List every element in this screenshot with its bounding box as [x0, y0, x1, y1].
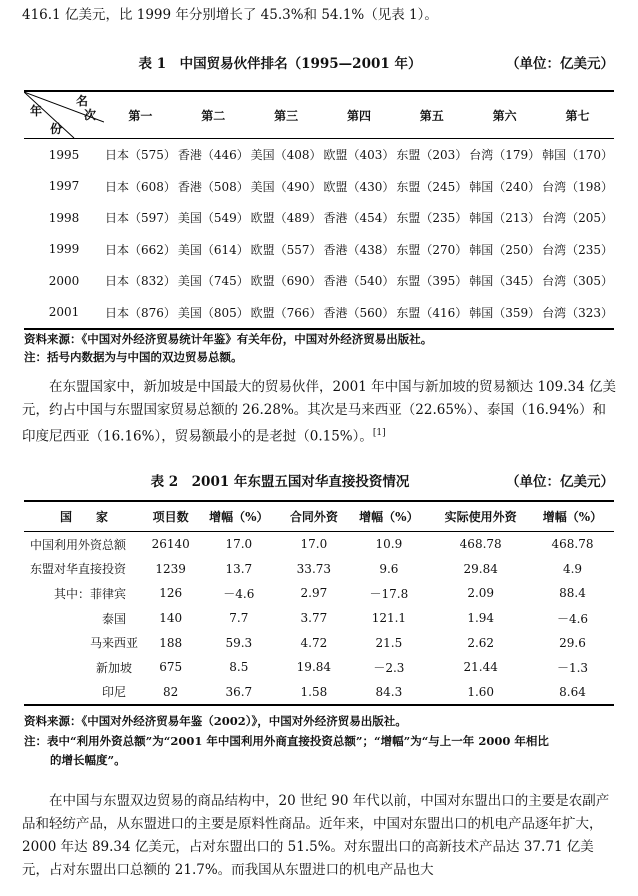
table-cell: 欧盟（766） — [250, 297, 323, 330]
table1-title: 表 1 中国贸易伙伴排名（1995—2001 年） — [138, 56, 422, 72]
table-cell: 日本（832） — [104, 274, 176, 289]
table2-header: 项目数 — [144, 501, 197, 532]
table2-row — [24, 532, 614, 557]
table-cell: 美国（549） — [177, 211, 249, 226]
table2-row — [24, 606, 614, 631]
table-cell: 468.78 — [459, 537, 502, 552]
corner-fen: 份 — [50, 122, 63, 136]
table-cell: 126 — [159, 586, 183, 601]
corner-ci: 次 — [84, 108, 97, 122]
table-cell: 4.72 — [300, 635, 328, 650]
table-cell: 17.0 — [300, 537, 328, 552]
table-cell: 美国（614） — [177, 242, 249, 257]
year-cell: 2001 — [24, 297, 104, 330]
table-cell: 3.77 — [300, 611, 328, 626]
table-cell: 台湾（235） — [542, 242, 613, 257]
table-cell: 29.84 — [463, 561, 498, 576]
table2-header: 国 家 — [24, 501, 144, 532]
table2-unit: （单位：亿美元） — [506, 474, 614, 490]
table-cell: －1.3 — [556, 660, 589, 675]
year-cell: 2000 — [48, 273, 80, 288]
table-cell: 2.09 — [467, 586, 495, 601]
table2-title: 表 2 2001 年东盟五国对华直接投资情况 — [150, 474, 410, 490]
table-cell: 东盟（245） — [396, 179, 468, 194]
table-cell: －17.8 — [369, 586, 409, 601]
table2-header-row — [24, 501, 614, 532]
table-cell: 26140 — [151, 537, 190, 552]
table-cell: －2.3 — [373, 660, 405, 675]
table-cell: 17.0 — [225, 537, 253, 552]
table-cell: 日本（662） — [104, 242, 176, 257]
country-cell: 中国利用外资总额 — [30, 537, 127, 552]
table-cell: 台湾（198） — [542, 179, 613, 194]
table-cell: 韩国（359） — [468, 297, 541, 330]
table-cell: 东盟（270） — [396, 242, 468, 257]
table1-note: 注：括号内数据为与中国的双边贸易总额。 — [24, 350, 243, 364]
table-cell: 东盟（416） — [395, 297, 468, 330]
table1-header-row — [24, 91, 614, 139]
table-cell: 4.9 — [562, 561, 583, 576]
table1-header: 第七 — [565, 108, 590, 123]
table-cell: 88.4 — [559, 586, 586, 601]
table-cell: 东盟（203） — [396, 148, 468, 163]
table2-row — [24, 557, 614, 582]
table-cell: 13.7 — [225, 561, 253, 576]
table-cell: 1.94 — [467, 611, 495, 626]
table-cell: 台湾（179） — [469, 148, 541, 163]
table1-header: 第一 — [128, 108, 153, 123]
table-cell: 2.97 — [300, 586, 328, 601]
table2-note-line2: 的增长幅度”。 — [50, 753, 126, 767]
table1-row — [24, 139, 614, 171]
country-cell: 马来西亚 — [90, 636, 139, 651]
footnote-ref: [1] — [372, 428, 386, 438]
table-cell: 7.7 — [229, 611, 249, 626]
table-cell: 欧盟（403） — [323, 148, 395, 163]
table-cell: 韩国（250） — [469, 242, 541, 257]
table-cell: 东盟（395） — [396, 274, 468, 289]
table-cell: 36.7 — [197, 680, 280, 706]
table-cell: 19.84 — [296, 660, 332, 675]
table-cell: 日本（876） — [104, 297, 177, 330]
table2-source: 资料来源：《中国对外经济贸易年鉴（2002）》，中国对外经济贸易出版社。 — [24, 714, 407, 728]
table-cell: 日本（597） — [104, 211, 176, 226]
table2-header: 增幅（%） — [531, 501, 614, 532]
table1-source: 资料来源：《中国对外经济贸易统计年鉴》有关年份，中国对外经济贸易出版社。 — [24, 332, 433, 346]
top-line: 416.1 亿美元，比 1999 年分别增长了 45.3%和 54.1%（见表 1）。 — [22, 7, 438, 23]
table-cell: 香港（560） — [323, 297, 396, 330]
table-cell: 9.6 — [379, 561, 399, 576]
table-cell: 2.62 — [467, 635, 495, 650]
table-cell: 台湾（323） — [541, 297, 614, 330]
table-cell: 188 — [159, 635, 183, 650]
corner-ming: 名 — [76, 94, 89, 108]
table1-row — [24, 297, 614, 330]
table1-header: 第二 — [201, 108, 226, 123]
para3: 在中国与东盟双边贸易的商品结构中，20 世纪 90 年代以前，中国对东盟出口的主要是农副产品和轻纺产品，从东盟进口的主要是原料性商品。近年来，中国对东盟出口的机电产品逐年扩大，2000 年达 89.34 亿美元，占对东盟出口的 51.5%。对东盟出口的高新技术产品达 37.71 亿美元，占对东盟出口总额的 21.7%。而我国从东盟进口的机电产品也大 — [22, 793, 610, 878]
table-cell: 欧盟（489） — [250, 211, 322, 226]
table-cell: 香港（438） — [323, 242, 395, 257]
table1 — [24, 90, 614, 330]
table1-corner-cell — [24, 91, 104, 139]
table-cell: 韩国（345） — [469, 274, 541, 289]
table2 — [24, 500, 614, 706]
table-cell: 韩国（213） — [469, 211, 541, 226]
table1-header: 第六 — [492, 108, 517, 123]
table-cell: 140 — [159, 611, 183, 626]
table-cell: 欧盟（690） — [250, 274, 322, 289]
table2-row — [24, 655, 614, 680]
country-cell: 其中：菲律宾 — [54, 586, 127, 601]
table1-row — [24, 234, 614, 266]
table-cell: 美国（490） — [250, 179, 322, 194]
year-cell: 1997 — [48, 179, 80, 194]
table-cell: 香港（508） — [177, 179, 249, 194]
table-cell: 日本（608） — [104, 179, 176, 194]
table1-header: 第三 — [274, 108, 299, 123]
country-cell: 泰国 — [102, 611, 127, 626]
table-cell: 21.44 — [463, 660, 498, 675]
country-cell: 东盟对华直接投资 — [30, 562, 127, 577]
year-cell: 1995 — [48, 147, 80, 162]
table-cell: 韩国（240） — [469, 179, 541, 194]
table-cell: 香港（454） — [323, 211, 395, 226]
table-cell: 美国（408） — [250, 148, 322, 163]
table-cell: 8.5 — [229, 660, 249, 675]
table-cell: 1.58 — [280, 680, 347, 706]
table1-row — [24, 171, 614, 203]
table-cell: 欧盟（557） — [250, 242, 322, 257]
table2-header: 增幅（%） — [347, 501, 430, 532]
table2-header: 增幅（%） — [197, 501, 280, 532]
table-cell: 21.5 — [375, 635, 403, 650]
table-cell: 121.1 — [371, 611, 407, 626]
table-cell: 675 — [159, 660, 183, 675]
table2-row — [24, 680, 614, 706]
corner-nian: 年 — [30, 104, 43, 118]
table-cell: 美国（805） — [177, 297, 250, 330]
table1-unit: （单位：亿美元） — [506, 56, 614, 72]
year-cell: 1999 — [48, 242, 80, 257]
table-cell: 10.9 — [375, 537, 403, 552]
year-cell: 1998 — [48, 210, 80, 225]
table-cell: 8.64 — [531, 680, 614, 706]
table2-note-line1: 注：表中“利用外资总额”为“2001 年中国利用外商直接投资总额”；“增幅”为“与上一年 2000 年相比 — [24, 734, 549, 748]
para2-text: 在东盟国家中，新加坡是中国最大的贸易伙伴，2001 年中国与新加坡的贸易额达 109.34 亿美元，约占中国与东盟国家贸易总额的 26.28%。其次是马来西亚（22.65%）、泰国（16.94%）和印度尼西亚（16.16%），贸易额最小的是老挝（0.15%）。 — [22, 379, 616, 445]
table-cell: 香港（540） — [323, 274, 395, 289]
country-cell: 印尼 — [24, 680, 144, 706]
table-cell: 59.3 — [225, 635, 253, 650]
table-cell: 韩国（170） — [542, 148, 613, 163]
table-cell: 东盟（235） — [396, 211, 468, 226]
table-cell: 468.78 — [551, 537, 594, 552]
table-cell: －4.6 — [556, 611, 589, 626]
table-cell: 欧盟（430） — [323, 179, 395, 194]
table-cell: 33.73 — [296, 561, 332, 576]
table-cell: 台湾（305） — [542, 274, 613, 289]
table-cell: 29.6 — [559, 635, 586, 650]
table2-row — [24, 630, 614, 655]
table-cell: 日本（575） — [104, 148, 176, 163]
para2 — [22, 376, 618, 449]
table-cell: 84.3 — [347, 680, 430, 706]
table-cell: 台湾（205） — [542, 211, 613, 226]
table-cell: 1239 — [155, 561, 186, 576]
table2-header: 合同外资 — [280, 501, 347, 532]
table-cell: 82 — [144, 680, 197, 706]
table1-row — [24, 265, 614, 297]
table-cell: 美国（745） — [177, 274, 249, 289]
table-cell: －4.6 — [223, 586, 255, 601]
table2-header: 实际使用外资 — [430, 501, 531, 532]
table1-header: 第五 — [419, 108, 444, 123]
table1-header: 第四 — [346, 108, 371, 123]
table-cell: 1.60 — [430, 680, 531, 706]
country-cell: 新加坡 — [96, 660, 133, 675]
table1-row — [24, 202, 614, 234]
table2-row — [24, 581, 614, 606]
table-cell: 香港（446） — [177, 148, 249, 163]
